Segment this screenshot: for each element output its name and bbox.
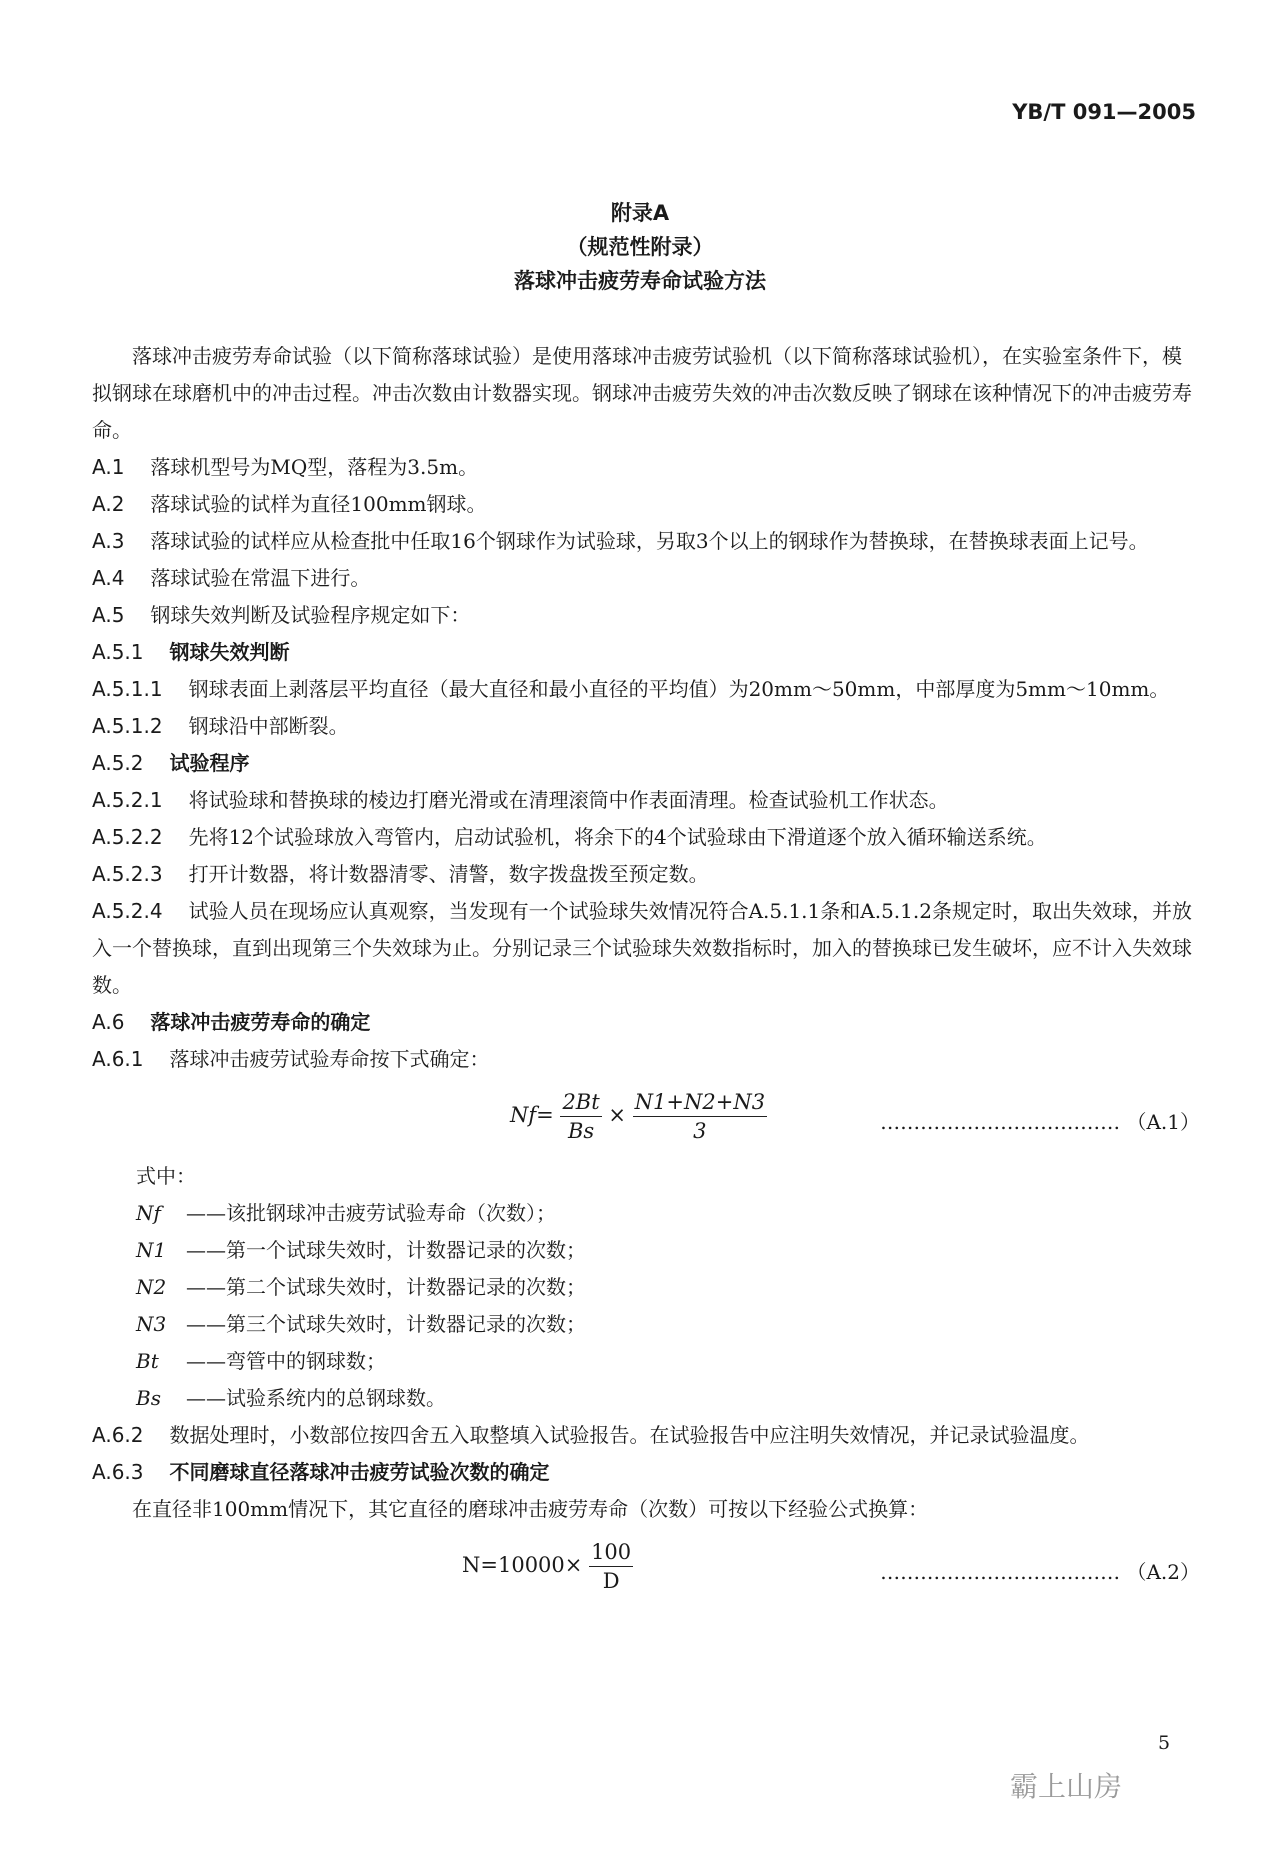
- symbol: N1: [136, 1238, 167, 1262]
- clause-text: 试验程序: [169, 751, 250, 775]
- formula-a1-numerator-2: N1+N2+N3: [633, 1088, 767, 1117]
- clause: [92, 819, 1200, 856]
- clause-text: 钢球表面上剥落层平均直径（最大直径和最小直径的平均值）为20mm～50mm，中部厚度为5mm～10mm。: [188, 677, 1170, 701]
- formula-a1-fraction-2: [633, 1088, 767, 1145]
- clause-number: A.5.1.1: [92, 677, 163, 701]
- clause-text: 打开计数器，将计数器清零、清警，数字拨盘拨至预定数。: [188, 862, 709, 886]
- clause: [92, 560, 1200, 597]
- clause-text: 钢球失效判断: [169, 640, 290, 664]
- clause-number: A.5: [92, 603, 125, 627]
- clause-text: 落球试验的试样应从检查批中任取16个钢球作为试验球，另取3个以上的钢球作为替换球，在替换球表面上记号。: [150, 529, 1149, 553]
- page-number: 5: [1158, 1732, 1171, 1754]
- clause: [92, 449, 1200, 486]
- clause-number: A.6.1: [92, 1047, 144, 1071]
- clause-number: A.5.2.4: [92, 899, 163, 923]
- symbol: Nf: [136, 1201, 161, 1225]
- clause-number: A.5.2.2: [92, 825, 163, 849]
- formula-a1: [92, 1078, 1200, 1158]
- formula-a1-lhs: Nf=: [510, 1103, 554, 1127]
- conversion-paragraph: 在直径非100mm情况下，其它直径的磨球冲击疲劳寿命（次数）可按以下经验公式换算：: [132, 1497, 929, 1521]
- clause-number: A.6: [92, 1010, 125, 1034]
- clause-text: 将试验球和替换球的棱边打磨光滑或在清理滚筒中作表面清理。检查试验机工作状态。: [188, 788, 949, 812]
- clause: [92, 856, 1200, 893]
- symbol: N3: [136, 1312, 167, 1336]
- symbol-meaning: ——该批钢球冲击疲劳试验寿命（次数）；: [186, 1201, 556, 1225]
- document-body: [92, 338, 1200, 1608]
- clause-text: 落球机型号为MQ型，落程为3.5m。: [150, 455, 479, 479]
- clause-number: A.5.1: [92, 640, 144, 664]
- clause-text: 落球冲击疲劳试验寿命按下式确定：: [169, 1047, 490, 1071]
- symbol-meaning: ——第二个试球失效时，计数器记录的次数；: [186, 1275, 586, 1299]
- clause: [92, 708, 1200, 745]
- symbol-definition: [136, 1380, 1200, 1417]
- clause-text: 不同磨球直径落球冲击疲劳试验次数的确定: [169, 1460, 550, 1484]
- clause-number: A.5.2.1: [92, 788, 163, 812]
- symbol-definition: [136, 1232, 1200, 1269]
- formula-a2-numerator: 100: [589, 1538, 633, 1567]
- formula-a1-times: ×: [608, 1103, 626, 1127]
- clause-number: A.6.3: [92, 1460, 144, 1484]
- clause-text: 试验人员在现场应认真观察，当发现有一个试验球失效情况符合A.5.1.1条和A.5.1.2条规定时，取出失效球，并放入一个替换球，直到出现第三个失效球为止。分别记录三个试验球失效数指标时，加入的替换球已发生破坏，应不计入失效球数。: [92, 899, 1192, 997]
- clause-text: 数据处理时，小数部位按四舍五入取整填入试验报告。在试验报告中应注明失效情况，并记录试验温度。: [169, 1423, 1090, 1447]
- clause: [92, 1041, 1200, 1078]
- clause-number: A.2: [92, 492, 125, 516]
- symbol-definitions: [136, 1195, 1200, 1417]
- clause-number: A.5.2: [92, 751, 144, 775]
- title-block: [0, 196, 1280, 298]
- symbol-meaning: ——第三个试球失效时，计数器记录的次数；: [186, 1312, 586, 1336]
- standard-code: YB/T 091—2005: [1012, 100, 1196, 124]
- clause-number: A.5.2.3: [92, 862, 163, 886]
- formula-a1-expression: [510, 1088, 767, 1145]
- clause-text: 钢球沿中部断裂。: [188, 714, 349, 738]
- clause-text: 落球试验在常温下进行。: [150, 566, 371, 590]
- watermark: 霸上山房: [1010, 1770, 1123, 1803]
- clause: [92, 486, 1200, 523]
- formula-a2-denominator: D: [602, 1569, 620, 1593]
- symbol: Bs: [136, 1386, 161, 1410]
- symbol: N2: [136, 1275, 167, 1299]
- formula-a2-expression: [462, 1538, 633, 1595]
- clause: [92, 893, 1200, 1004]
- clause-text: 钢球失效判断及试验程序规定如下：: [150, 603, 471, 627]
- intro-paragraph: 落球冲击疲劳寿命试验（以下简称落球试验）是使用落球冲击疲劳试验机（以下简称落球试验机），在实验室条件下，模拟钢球在球磨机中的冲击过程。冲击次数由计数器实现。钢球冲击疲劳失效的冲击次数反映了钢球在该种情况下的冲击疲劳寿命。: [92, 344, 1192, 442]
- method-title: 落球冲击疲劳寿命试验方法: [514, 269, 766, 293]
- symbol-definition: [136, 1306, 1200, 1343]
- clause-list: [92, 449, 1200, 1078]
- where-label: 式中：: [136, 1164, 196, 1188]
- clause-number: A.6.2: [92, 1423, 144, 1447]
- clause: [92, 634, 1200, 671]
- formula-a2: [92, 1528, 1200, 1608]
- clause-text: 落球冲击疲劳寿命的确定: [150, 1010, 371, 1034]
- clause: [92, 523, 1200, 560]
- appendix-title: 附录A: [610, 201, 670, 225]
- symbol-meaning: ——第一个试球失效时，计数器记录的次数；: [186, 1238, 586, 1262]
- clause-number: A.3: [92, 529, 125, 553]
- clause: [92, 745, 1200, 782]
- clause-text: 先将12个试验球放入弯管内，启动试验机，将余下的4个试验球由下滑道逐个放入循环输送系统。: [188, 825, 1047, 849]
- appendix-type: （规范性附录）: [566, 235, 714, 259]
- clause-number: A.5.1.2: [92, 714, 163, 738]
- formula-a1-label: ……………………………… （A.1）: [880, 1110, 1200, 1134]
- symbol-definition: [136, 1195, 1200, 1232]
- formula-a2-lhs: N=10000×: [462, 1553, 583, 1577]
- clause-number: A.1: [92, 455, 125, 479]
- symbol-definition: [136, 1269, 1200, 1306]
- formula-a1-denominator-1: Bs: [567, 1119, 595, 1143]
- clause-number: A.4: [92, 566, 125, 590]
- clause: [92, 782, 1200, 819]
- formula-a2-fraction: [589, 1538, 633, 1595]
- symbol-meaning: ——弯管中的钢球数；: [186, 1349, 386, 1373]
- clause: [92, 1417, 1200, 1454]
- clause: [92, 671, 1200, 708]
- formula-a1-fraction-1: [560, 1088, 601, 1145]
- formula-a1-numerator-1: 2Bt: [560, 1088, 601, 1117]
- symbol-definition: [136, 1343, 1200, 1380]
- formula-a1-denominator-2: 3: [693, 1119, 707, 1143]
- clause: [92, 597, 1200, 634]
- clause-text: 落球试验的试样为直径100mm钢球。: [150, 492, 487, 516]
- symbol: Bt: [136, 1349, 159, 1373]
- formula-a2-label: ……………………………… （A.2）: [880, 1560, 1200, 1584]
- clause-list-2: [92, 1417, 1200, 1491]
- clause: [92, 1454, 1200, 1491]
- clause: [92, 1004, 1200, 1041]
- symbol-meaning: ——试验系统内的总钢球数。: [186, 1386, 446, 1410]
